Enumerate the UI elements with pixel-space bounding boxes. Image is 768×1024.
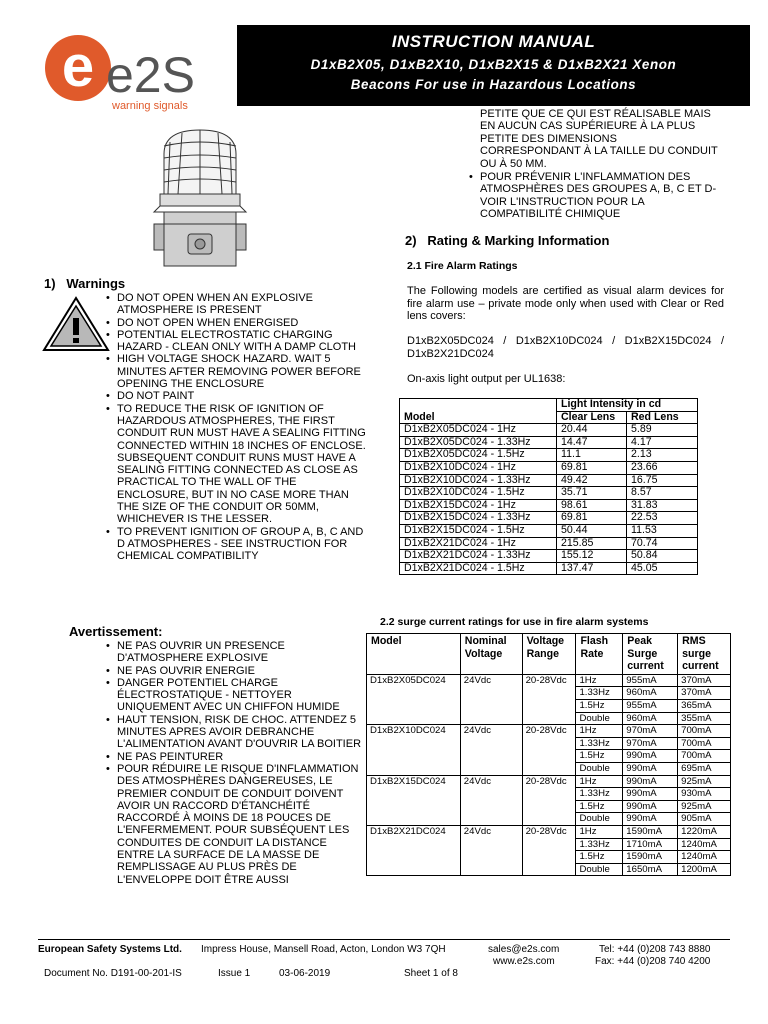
beacon-illustration bbox=[150, 124, 250, 274]
light-intensity-table bbox=[399, 398, 698, 575]
peak-surge-cell: 970mA bbox=[623, 725, 678, 738]
e2s-logo bbox=[40, 30, 205, 112]
flash-rate-cell: Double bbox=[576, 712, 623, 725]
model-cell: D1xB2X10DC024 - 1.33Hz bbox=[400, 474, 557, 487]
manual-subtitle-line2: Beacons For use in Hazardous Locations bbox=[350, 77, 637, 92]
list-item: • NE PAS OUVRIR ENERGIE bbox=[106, 665, 364, 677]
list-item: • DO NOT OPEN WHEN AN EXPLOSIVE ATMOSPHERE IS PRESENT bbox=[106, 292, 366, 317]
rms-surge-cell: 925mA bbox=[678, 800, 731, 813]
surge-current-table bbox=[366, 633, 731, 876]
peak-surge-cell: 955mA bbox=[623, 699, 678, 712]
flash-rate-cell: Double bbox=[576, 813, 623, 826]
red-lens-cell: 2.13 bbox=[627, 449, 698, 462]
surge-col-header: Peak Surge current bbox=[623, 634, 678, 675]
flash-rate-cell: 1Hz bbox=[576, 775, 623, 788]
rms-surge-cell: 930mA bbox=[678, 788, 731, 801]
clear-lens-cell: 50.44 bbox=[557, 524, 627, 537]
rms-surge-cell: 925mA bbox=[678, 775, 731, 788]
model-cell: D1xB2X21DC024 - 1.5Hz bbox=[400, 562, 557, 575]
model-cell: D1xB2X15DC024 - 1.33Hz bbox=[400, 512, 557, 525]
table-row bbox=[400, 436, 698, 449]
peak-surge-cell: 990mA bbox=[623, 762, 678, 775]
table-row bbox=[400, 424, 698, 437]
red-lens-cell: 16.75 bbox=[627, 474, 698, 487]
rms-surge-cell: 1200mA bbox=[678, 863, 731, 876]
col-clear-header: Clear Lens bbox=[557, 411, 627, 424]
flash-rate-cell: 1.5Hz bbox=[576, 750, 623, 763]
model-cell: D1xB2X05DC024 - 1.5Hz bbox=[400, 449, 557, 462]
clear-lens-cell: 14.47 bbox=[557, 436, 627, 449]
flash-rate-cell: 1.5Hz bbox=[576, 800, 623, 813]
surge-range-cell: 20-28Vdc bbox=[522, 825, 576, 875]
rms-surge-cell: 370mA bbox=[678, 687, 731, 700]
surge-voltage-cell: 24Vdc bbox=[460, 825, 522, 875]
clear-lens-cell: 69.81 bbox=[557, 461, 627, 474]
light-intensity-group-header: Light Intensity in cd bbox=[557, 399, 698, 412]
peak-surge-cell: 990mA bbox=[623, 788, 678, 801]
fire-alarm-paragraph: The Following models are certified as visual alarm devices for fire alarm use – private mode only when used with Clear or Red lens covers: bbox=[407, 285, 724, 323]
french-warning-continuation bbox=[480, 108, 720, 170]
flash-rate-cell: 1.33Hz bbox=[576, 687, 623, 700]
rms-surge-cell: 370mA bbox=[678, 674, 731, 687]
surge-model-cell: D1xB2X10DC024 bbox=[367, 725, 461, 775]
peak-surge-cell: 1650mA bbox=[623, 863, 678, 876]
red-lens-cell: 50.84 bbox=[627, 550, 698, 563]
list-item: • POUR PRÉVENIR L'INFLAMMATION DES ATMOSPHÈRES DES GROUPES A, B, C ET D-VOIR L'INSTRUCTION POUR LA COMPATIBILITÉ CHIMIQUE bbox=[469, 171, 729, 221]
peak-surge-cell: 1590mA bbox=[623, 825, 678, 838]
footer-fax: Fax: +44 (0)208 740 4200 bbox=[595, 956, 711, 967]
rms-surge-cell: 1220mA bbox=[678, 825, 731, 838]
rms-surge-cell: 905mA bbox=[678, 813, 731, 826]
surge-voltage-cell: 24Vdc bbox=[460, 674, 522, 724]
clear-lens-cell: 137.47 bbox=[557, 562, 627, 575]
table-row bbox=[400, 449, 698, 462]
svg-text:e: e bbox=[61, 34, 95, 99]
clear-lens-cell: 20.44 bbox=[557, 424, 627, 437]
peak-surge-cell: 970mA bbox=[623, 737, 678, 750]
clear-lens-cell: 49.42 bbox=[557, 474, 627, 487]
peak-surge-cell: 990mA bbox=[623, 750, 678, 763]
flash-rate-cell: 1.33Hz bbox=[576, 788, 623, 801]
footer-doc-number: Document No. D191-00-201-IS bbox=[44, 968, 182, 979]
avertissement-heading: Avertissement: bbox=[69, 624, 163, 639]
surge-col-header: Flash Rate bbox=[576, 634, 623, 675]
rms-surge-cell: 1240mA bbox=[678, 838, 731, 851]
table-row bbox=[367, 725, 731, 738]
table-row bbox=[400, 499, 698, 512]
model-cell: D1xB2X15DC024 - 1Hz bbox=[400, 499, 557, 512]
rms-surge-cell: 355mA bbox=[678, 712, 731, 725]
surge-voltage-cell: 24Vdc bbox=[460, 725, 522, 775]
clear-lens-cell: 215.85 bbox=[557, 537, 627, 550]
rms-surge-cell: 695mA bbox=[678, 762, 731, 775]
footer-address: Impress House, Mansell Road, Acton, London W3 7QH bbox=[201, 944, 446, 955]
warnings-list bbox=[106, 292, 366, 563]
table-row bbox=[400, 487, 698, 500]
table-row bbox=[367, 825, 731, 838]
red-lens-cell: 23.66 bbox=[627, 461, 698, 474]
list-item: • DANGER POTENTIEL CHARGE ÉLECTROSTATIQUE - NETTOYER UNIQUEMENT AVEC UN CHIFFON HUMIDE bbox=[106, 677, 364, 714]
flash-rate-cell: 1.5Hz bbox=[576, 699, 623, 712]
model-cell: D1xB2X05DC024 - 1Hz bbox=[400, 424, 557, 437]
list-item: • DO NOT PAINT bbox=[106, 390, 366, 402]
peak-surge-cell: 960mA bbox=[623, 712, 678, 725]
fire-alarm-ratings-heading: 2.1 Fire Alarm Ratings bbox=[407, 260, 518, 272]
avertissement-list bbox=[106, 640, 364, 886]
footer-sheet: Sheet 1 of 8 bbox=[404, 968, 458, 979]
peak-surge-cell: 1590mA bbox=[623, 851, 678, 864]
peak-surge-cell: 960mA bbox=[623, 687, 678, 700]
table-row bbox=[400, 524, 698, 537]
peak-surge-cell: 990mA bbox=[623, 775, 678, 788]
flash-rate-cell: 1.33Hz bbox=[576, 737, 623, 750]
table-row bbox=[400, 474, 698, 487]
surge-ratings-heading: 2.2 surge current ratings for use in fire alarm systems bbox=[380, 616, 649, 628]
flash-rate-cell: 1Hz bbox=[576, 725, 623, 738]
rms-surge-cell: 365mA bbox=[678, 699, 731, 712]
on-axis-text: On-axis light output per UL1638: bbox=[407, 373, 566, 385]
rating-heading: 2) Rating & Marking Information bbox=[405, 233, 610, 248]
clear-lens-cell: 11.1 bbox=[557, 449, 627, 462]
list-item: • DO NOT OPEN WHEN ENERGISED bbox=[106, 317, 366, 329]
table-row bbox=[400, 537, 698, 550]
clear-lens-cell: 155.12 bbox=[557, 550, 627, 563]
model-cell: D1xB2X21DC024 - 1.33Hz bbox=[400, 550, 557, 563]
col-model-header: Model bbox=[400, 399, 557, 424]
red-lens-cell: 45.05 bbox=[627, 562, 698, 575]
red-lens-cell: 11.53 bbox=[627, 524, 698, 537]
footer-issue: Issue 1 bbox=[218, 968, 251, 979]
flash-rate-cell: 1Hz bbox=[576, 825, 623, 838]
model-cell: D1xB2X05DC024 - 1.33Hz bbox=[400, 436, 557, 449]
model-cell: D1xB2X10DC024 - 1.5Hz bbox=[400, 487, 557, 500]
surge-model-cell: D1xB2X15DC024 bbox=[367, 775, 461, 825]
red-lens-cell: 31.83 bbox=[627, 499, 698, 512]
manual-subtitle-line1: D1xB2X05, D1xB2X10, D1xB2X15 & D1xB2X21 Xenon bbox=[310, 57, 677, 72]
red-lens-cell: 70.74 bbox=[627, 537, 698, 550]
flash-rate-cell: 1.5Hz bbox=[576, 851, 623, 864]
clear-lens-cell: 69.81 bbox=[557, 512, 627, 525]
red-lens-cell: 5.89 bbox=[627, 424, 698, 437]
red-lens-cell: 8.57 bbox=[627, 487, 698, 500]
model-cell: D1xB2X15DC024 - 1.5Hz bbox=[400, 524, 557, 537]
rms-surge-cell: 1240mA bbox=[678, 851, 731, 864]
logo-brand-text: e2S bbox=[106, 47, 195, 103]
list-item: • TO REDUCE THE RISK OF IGNITION OF HAZARDOUS ATMOSPHERES, THE FIRST CONDUIT RUN MUST HAVE A SEALING FITTING CONNECTED WITHIN 18 INCHES OF ENCLOSE. SUBSEQUENT CONDUIT RUNS MUST HAVE A SEALING FITTING CONNECTED AS CLOSE AS PRACTICAL TO THE WALL OF THE ENCLOSURE, BUT IN NO CASE MORE THAN THE SIZE OF THE CONDUIT OR 50MM, WHICHEVER IS THE LESSER. bbox=[106, 403, 366, 526]
model-cell: D1xB2X21DC024 - 1Hz bbox=[400, 537, 557, 550]
french-warning-bullet-continued bbox=[469, 171, 729, 221]
clear-lens-cell: 98.61 bbox=[557, 499, 627, 512]
warnings-heading: 1) Warnings bbox=[44, 276, 126, 291]
table-row bbox=[400, 550, 698, 563]
rms-surge-cell: 700mA bbox=[678, 725, 731, 738]
surge-voltage-cell: 24Vdc bbox=[460, 775, 522, 825]
surge-col-header: RMS surge current bbox=[678, 634, 731, 675]
flash-rate-cell: Double bbox=[576, 762, 623, 775]
logo-tagline: warning signals bbox=[112, 100, 188, 112]
footer-tel: Tel: +44 (0)208 743 8880 bbox=[599, 944, 711, 955]
table-row bbox=[367, 775, 731, 788]
surge-col-header: Model bbox=[367, 634, 461, 675]
warning-triangle-icon bbox=[42, 296, 110, 352]
col-red-header: Red Lens bbox=[627, 411, 698, 424]
footer-web[interactable]: www.e2s.com bbox=[493, 956, 555, 967]
peak-surge-cell: 1710mA bbox=[623, 838, 678, 851]
table-row bbox=[400, 461, 698, 474]
table-row bbox=[367, 674, 731, 687]
table-row bbox=[400, 562, 698, 575]
peak-surge-cell: 955mA bbox=[623, 674, 678, 687]
list-item: • NE PAS OUVRIR UN PRESENCE D'ATMOSPHERE EXPLOSIVE bbox=[106, 640, 364, 665]
flash-rate-cell: 1Hz bbox=[576, 674, 623, 687]
surge-range-cell: 20-28Vdc bbox=[522, 674, 576, 724]
list-item: • NE PAS PEINTURER bbox=[106, 751, 364, 763]
rms-surge-cell: 700mA bbox=[678, 737, 731, 750]
surge-range-cell: 20-28Vdc bbox=[522, 725, 576, 775]
peak-surge-cell: 990mA bbox=[623, 813, 678, 826]
list-item: • HAUT TENSION, RISK DE CHOC. ATTENDEZ 5 MINUTES APRES AVOIR DEBRANCHE L'ALIMENTATION AVANT D'OUVRIR LA BOITIER bbox=[106, 714, 364, 751]
surge-col-header: Voltage Range bbox=[522, 634, 576, 675]
footer-company: European Safety Systems Ltd. bbox=[38, 944, 182, 955]
red-lens-cell: 4.17 bbox=[627, 436, 698, 449]
continuation-text: PETITE QUE CE QUI EST RÉALISABLE MAIS EN AUCUN CAS SUPÉRIEURE À LA PLUS PETITE DES DIMENSIONS CORRESPONDANT À LA TAILLE DU CONDUIT OU À 50 MM. bbox=[480, 108, 718, 170]
list-item: • POTENTIAL ELECTROSTATIC CHARGING HAZARD - CLEAN ONLY WITH A DAMP CLOTH bbox=[106, 329, 366, 354]
list-item: • HIGH VOLTAGE SHOCK HAZARD. WAIT 5 MINUTES AFTER REMOVING POWER BEFORE OPENING THE ENCLOSURE bbox=[106, 353, 366, 390]
surge-model-cell: D1xB2X21DC024 bbox=[367, 825, 461, 875]
models-line: D1xB2X05DC024 / D1xB2X10DC024 / D1xB2X15DC024 / D1xB2X21DC024 bbox=[407, 335, 724, 360]
footer-date: 03-06-2019 bbox=[279, 968, 331, 979]
peak-surge-cell: 990mA bbox=[623, 800, 678, 813]
list-item: • POUR RÉDUIRE LE RISQUE D'INFLAMMATION DES ATMOSPHÈRES DANGEREUSES, LE PREMIER CONDUIT DE CONDUIT DOIVENT AVOIR UN RACCORD D'ÉTANCHÉITÉ RACCORDÉ À MOINS DE 18 POUCES DE L'ENFERMEMENT. POUR SUBSÉQUENT LES CONDUITES DE CONDUIT LA DISTANCE ENTRE LA SURFACE DE LA MASSE DE REMPLISSAGE AU PLUS PRÈS DE L'ENVELOPPE DOIT ÊTRE AUSSI bbox=[106, 763, 364, 886]
surge-range-cell: 20-28Vdc bbox=[522, 775, 576, 825]
model-cell: D1xB2X10DC024 - 1Hz bbox=[400, 461, 557, 474]
surge-model-cell: D1xB2X05DC024 bbox=[367, 674, 461, 724]
flash-rate-cell: 1.33Hz bbox=[576, 838, 623, 851]
red-lens-cell: 22.53 bbox=[627, 512, 698, 525]
surge-col-header: Nominal Voltage bbox=[460, 634, 522, 675]
footer-divider bbox=[38, 939, 730, 940]
footer-email[interactable]: sales@e2s.com bbox=[488, 944, 560, 955]
title-box bbox=[237, 25, 750, 106]
manual-title: INSTRUCTION MANUAL bbox=[391, 32, 596, 51]
flash-rate-cell: Double bbox=[576, 863, 623, 876]
clear-lens-cell: 35.71 bbox=[557, 487, 627, 500]
rms-surge-cell: 700mA bbox=[678, 750, 731, 763]
list-item: • TO PREVENT IGNITION OF GROUP A, B, C AND D ATMOSPHERES - SEE INSTRUCTION FOR CHEMICAL COMPATIBILITY bbox=[106, 526, 366, 563]
table-row bbox=[400, 512, 698, 525]
